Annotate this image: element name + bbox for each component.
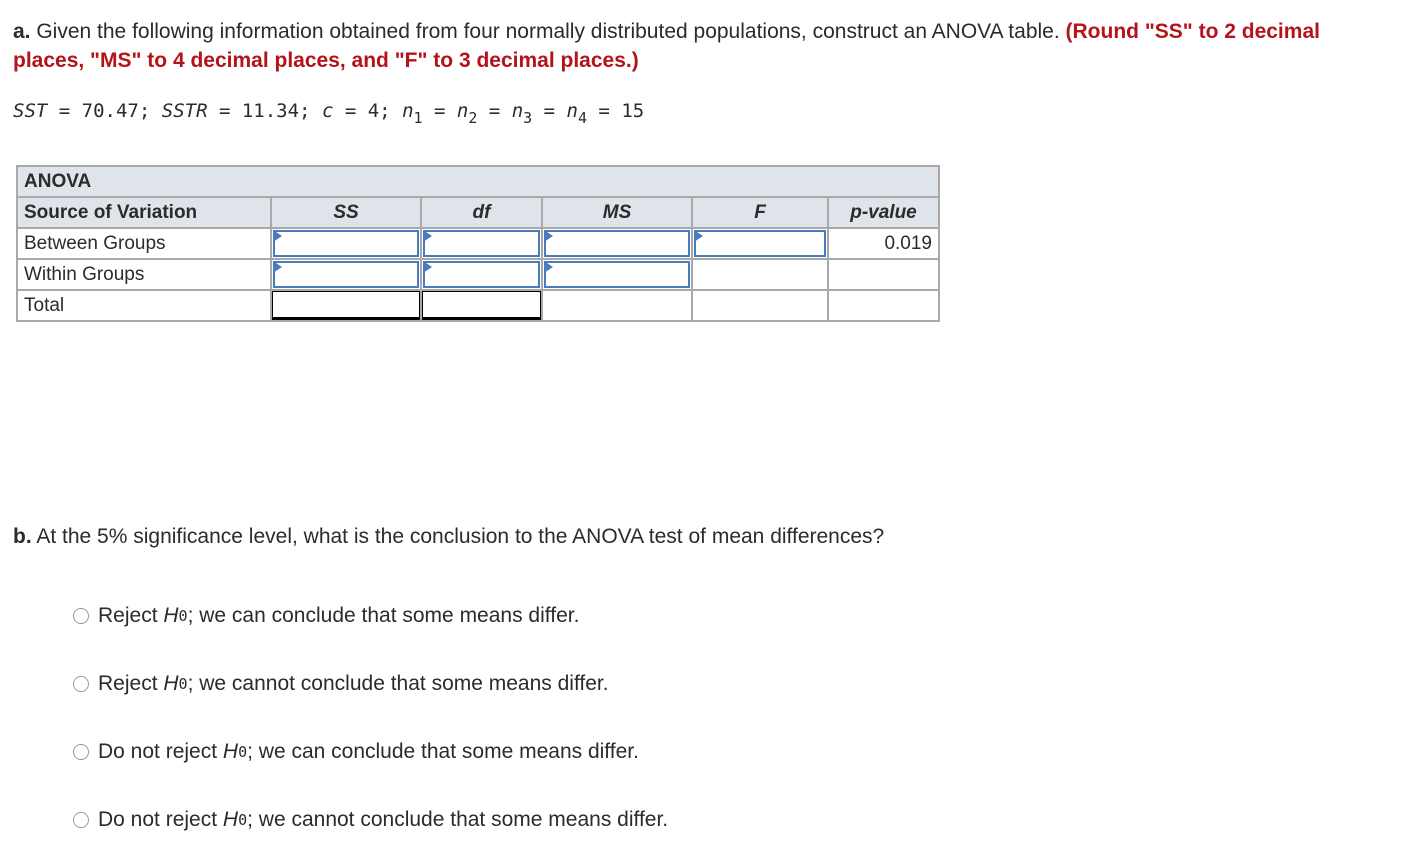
- option-suffix: ; we cannot conclude that some means differ.: [187, 672, 609, 695]
- total-p-empty: [828, 290, 939, 321]
- between-ms-cell: [542, 228, 692, 259]
- sstr-value: 11.34: [241, 100, 300, 122]
- total-df-cell: [421, 290, 542, 321]
- within-ss-input[interactable]: [273, 261, 419, 288]
- header-source: Source of Variation: [17, 197, 271, 228]
- table-row-within: [17, 259, 939, 290]
- option-reject-can-conclude[interactable]: Reject H 0 ; we can conclude that some means differ.: [73, 604, 579, 628]
- between-f-input[interactable]: [694, 230, 826, 257]
- radio-button[interactable]: [73, 608, 89, 624]
- within-ms-cell: [542, 259, 692, 290]
- option-prefix: Do not reject: [98, 740, 218, 763]
- within-ms-input[interactable]: [544, 261, 690, 288]
- part-a-label: a.: [13, 20, 31, 43]
- between-f-cell: [692, 228, 828, 259]
- table-row-between: [17, 228, 939, 259]
- c-label: c: [321, 100, 334, 122]
- between-ss-cell: [271, 228, 421, 259]
- row-label-total: Total: [17, 290, 271, 321]
- option-prefix: Do not reject: [98, 808, 218, 831]
- part-b-label: b.: [13, 525, 32, 548]
- within-df-cell: [421, 259, 542, 290]
- header-p-value: p-value: [828, 197, 939, 228]
- total-ss-cell: [271, 290, 421, 321]
- part-b-question: At the 5% significance level, what is the conclusion to the ANOVA test of mean differences?: [31, 525, 885, 548]
- row-label-within: Within Groups: [17, 259, 271, 290]
- given-values: SST = 70.47; SSTR = 11.34; c = 4; $n_1 = n_2 = n_3 = n_4 = 15$: [13, 100, 645, 127]
- option-reject-cannot-conclude[interactable]: Reject H 0 ; we cannot conclude that some means differ.: [73, 672, 609, 696]
- anova-title-row: [17, 166, 939, 197]
- hypothesis-symbol: H: [163, 604, 179, 627]
- between-df-input[interactable]: [423, 230, 540, 257]
- sstr-label: SSTR: [161, 100, 208, 122]
- within-p-empty: [828, 259, 939, 290]
- header-ss: SS: [271, 197, 421, 228]
- table-row-total: [17, 290, 939, 321]
- total-ss-input[interactable]: [272, 291, 420, 320]
- total-f-empty: [692, 290, 828, 321]
- sst-label: SST: [13, 100, 48, 122]
- hypothesis-symbol: H: [222, 740, 239, 763]
- between-ss-input[interactable]: [273, 230, 419, 257]
- option-do-not-reject-can-conclude[interactable]: Do not reject H 0 ; we can conclude that some means differ.: [73, 740, 639, 764]
- column-header-row: [17, 197, 939, 228]
- option-suffix: ; we can conclude that some means differ.: [187, 604, 580, 627]
- option-suffix: ; we cannot conclude that some means differ.: [247, 808, 669, 831]
- radio-button[interactable]: [73, 676, 89, 692]
- anova-table: [16, 165, 940, 322]
- c-value: 4: [367, 100, 380, 122]
- option-suffix: ; we can conclude that some means differ.: [247, 740, 639, 763]
- within-f-empty: [692, 259, 828, 290]
- between-p-value: 0.019: [828, 228, 939, 259]
- header-f: F: [692, 197, 828, 228]
- header-ms: MS: [542, 197, 692, 228]
- between-df-cell: [421, 228, 542, 259]
- part-a-prompt: [13, 17, 1393, 75]
- radio-button[interactable]: [73, 812, 89, 828]
- between-ms-input[interactable]: [544, 230, 690, 257]
- anova-title: ANOVA: [17, 166, 939, 197]
- row-label-between: Between Groups: [17, 228, 271, 259]
- total-df-input[interactable]: [422, 291, 541, 320]
- part-a-question: Given the following information obtained from four normally distributed populations, construct an ANOVA table.: [30, 20, 1066, 43]
- rounding-instructions: (Round "SS" to 2 decimal places, "MS" to 4 decimal places, and "F" to 3 decimal places.): [13, 20, 1320, 72]
- option-do-not-reject-cannot-conclude[interactable]: Do not reject H 0 ; we cannot conclude that some means differ.: [73, 808, 668, 832]
- part-b-prompt: [13, 525, 884, 549]
- within-df-input[interactable]: [423, 261, 540, 288]
- n-value: 15: [621, 100, 645, 122]
- header-df: df: [421, 197, 542, 228]
- radio-button[interactable]: [73, 744, 89, 760]
- option-prefix: Reject: [98, 672, 158, 695]
- hypothesis-symbol: H: [163, 672, 179, 695]
- sst-value: 70.47: [81, 100, 139, 122]
- hypothesis-symbol: H: [222, 808, 239, 831]
- within-ss-cell: [271, 259, 421, 290]
- total-ms-empty: [542, 290, 692, 321]
- option-prefix: Reject: [98, 604, 158, 627]
